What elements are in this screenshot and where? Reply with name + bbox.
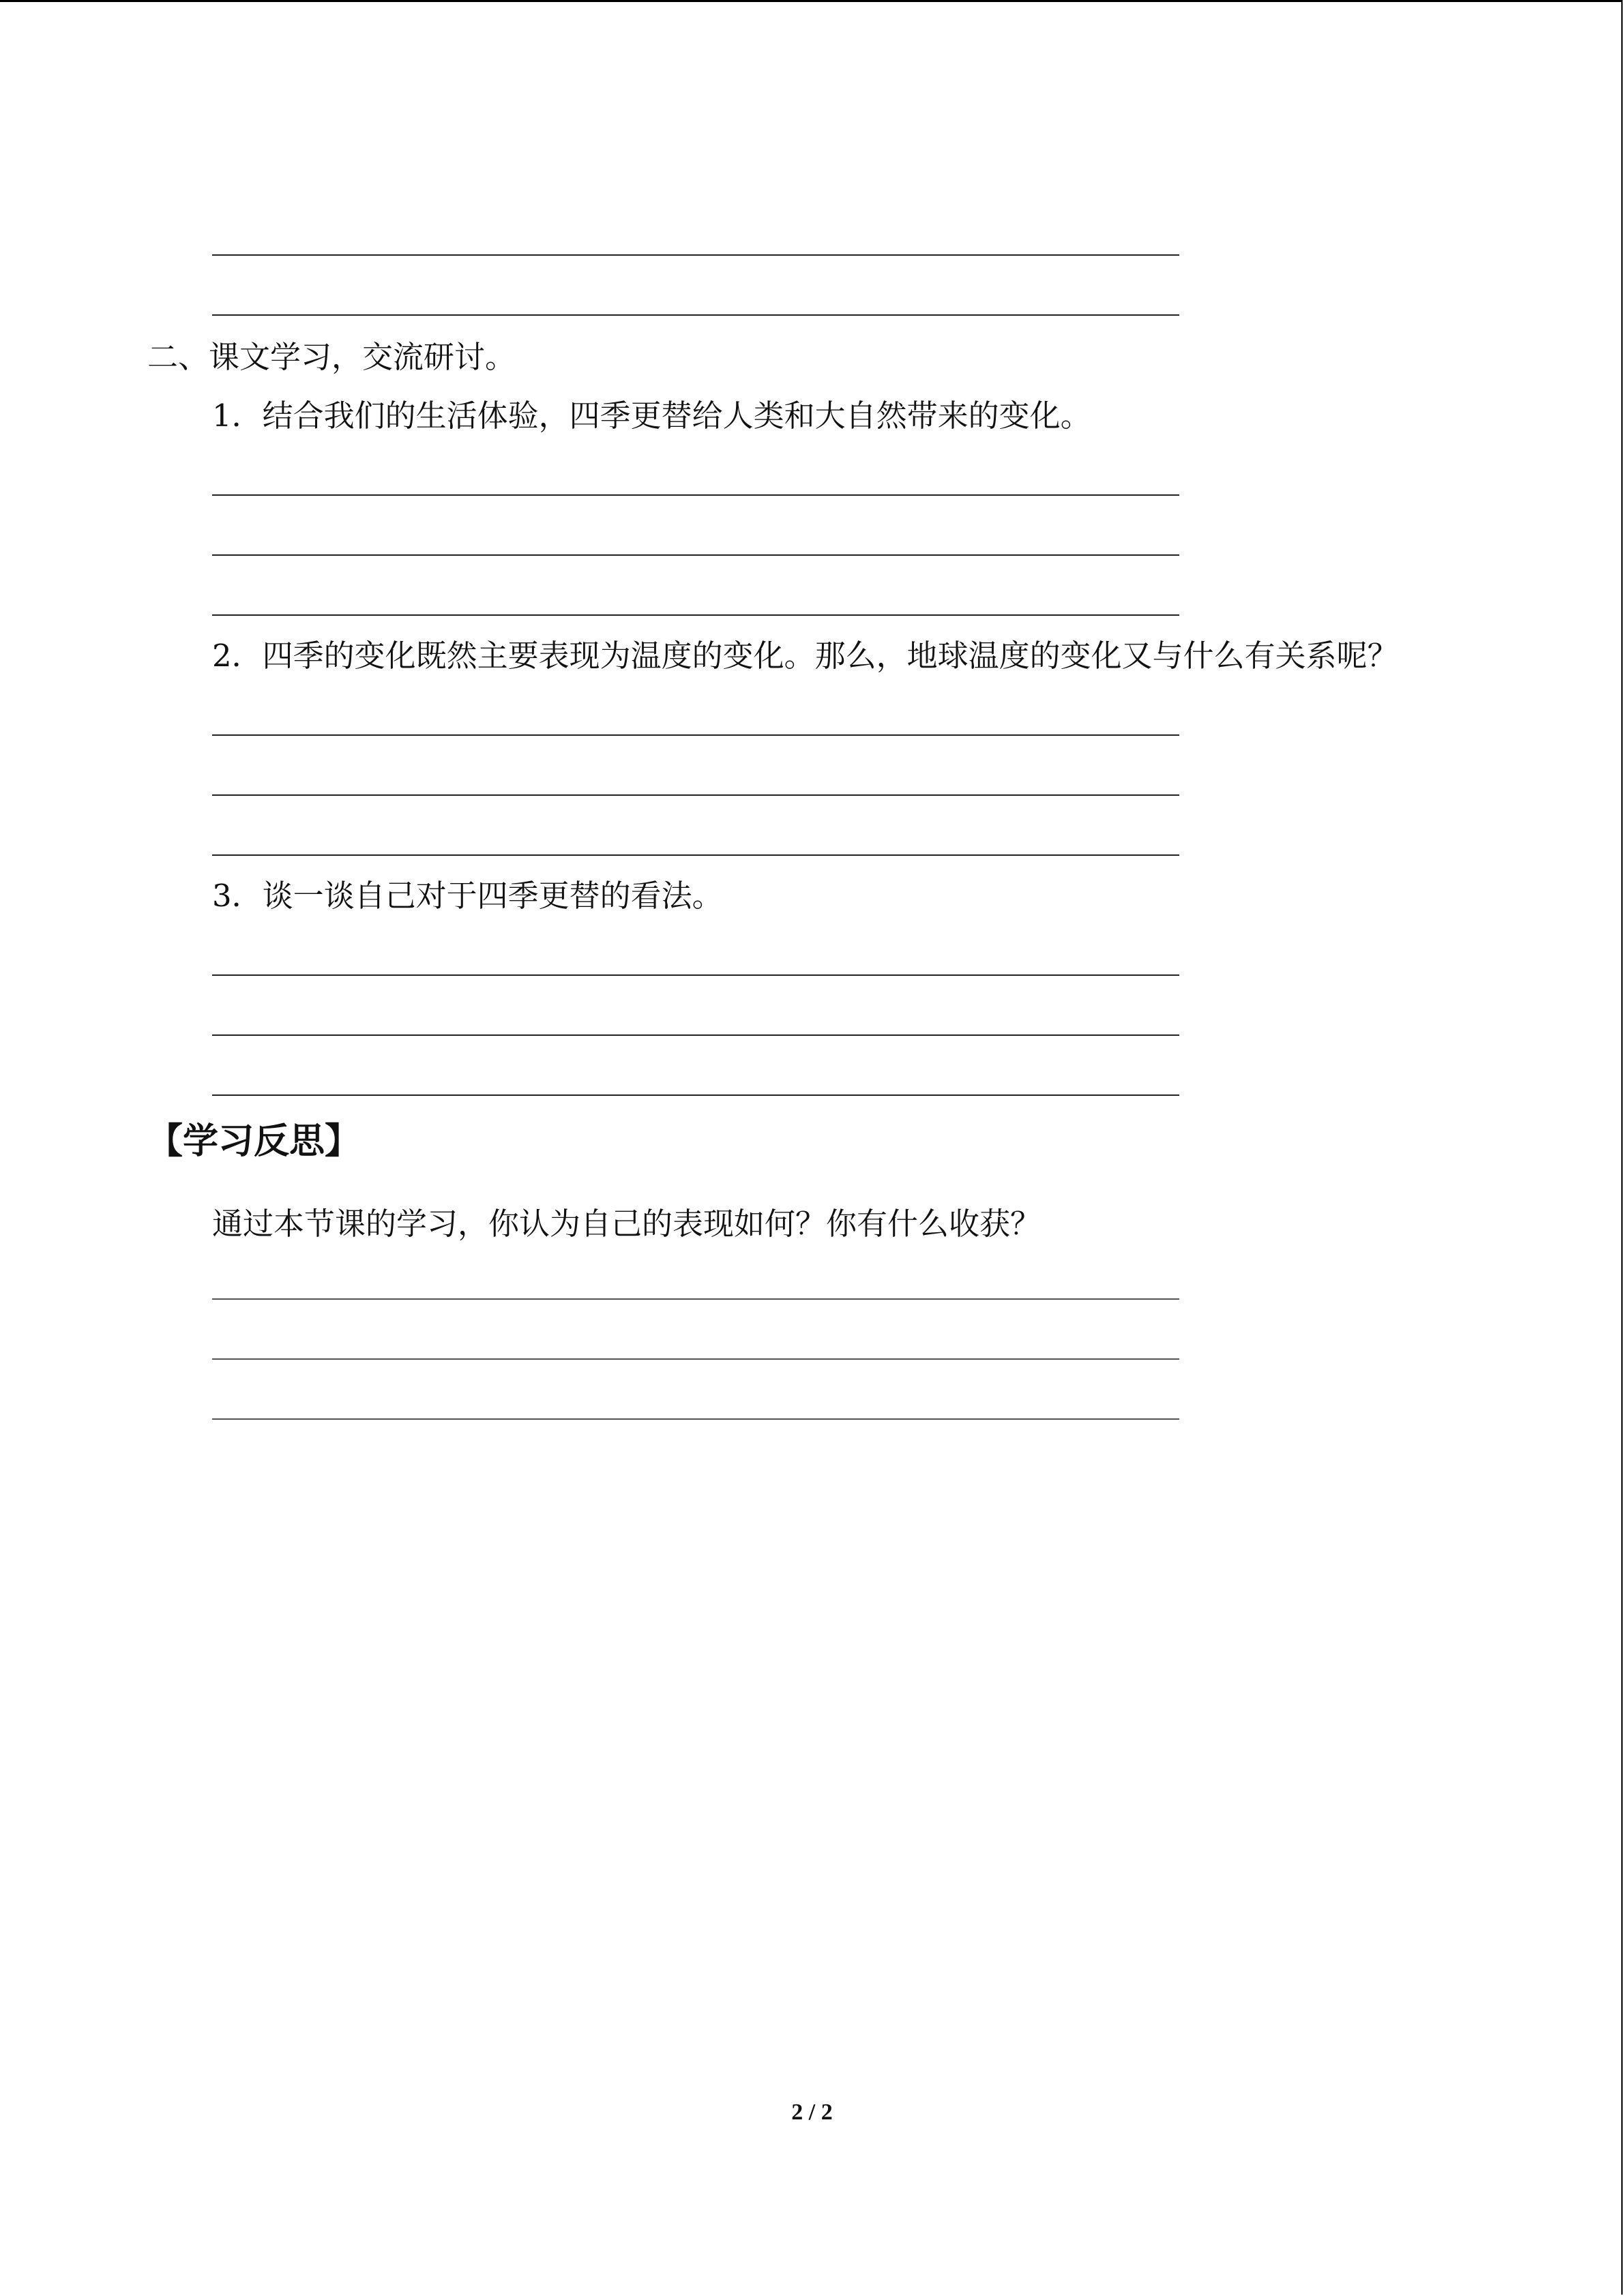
answer-line[interactable] xyxy=(212,794,1179,796)
answer-line[interactable] xyxy=(212,1358,1179,1360)
reflection-prompt: 通过本节课的学习，你认为自己的表现如何？你有什么收获？ xyxy=(212,1206,1042,1242)
question-1: 1．结合我们的生活体验，四季更替给人类和大自然带来的变化。 xyxy=(212,398,1091,434)
answer-line[interactable] xyxy=(212,554,1179,556)
answer-line[interactable] xyxy=(212,254,1179,256)
answer-line[interactable] xyxy=(212,734,1179,736)
question-2: 2．四季的变化既然主要表现为温度的变化。那么，地球温度的变化又与什么有关系呢？ xyxy=(212,638,1398,674)
answer-line[interactable] xyxy=(212,1298,1179,1300)
answer-line[interactable] xyxy=(212,974,1179,976)
answer-line[interactable] xyxy=(212,1418,1179,1420)
answer-line[interactable] xyxy=(212,854,1179,856)
answer-line[interactable] xyxy=(212,314,1179,316)
answer-line[interactable] xyxy=(212,1034,1179,1036)
answer-line[interactable] xyxy=(212,614,1179,616)
reflection-heading: 【学习反思】 xyxy=(147,1121,361,1162)
answer-line[interactable] xyxy=(212,1094,1179,1096)
page-number: 2 / 2 xyxy=(791,2100,833,2125)
section-heading: 二、课文学习，交流研讨。 xyxy=(147,339,516,375)
question-3: 3．谈一谈自己对于四季更替的看法。 xyxy=(212,878,723,914)
answer-line[interactable] xyxy=(212,494,1179,496)
